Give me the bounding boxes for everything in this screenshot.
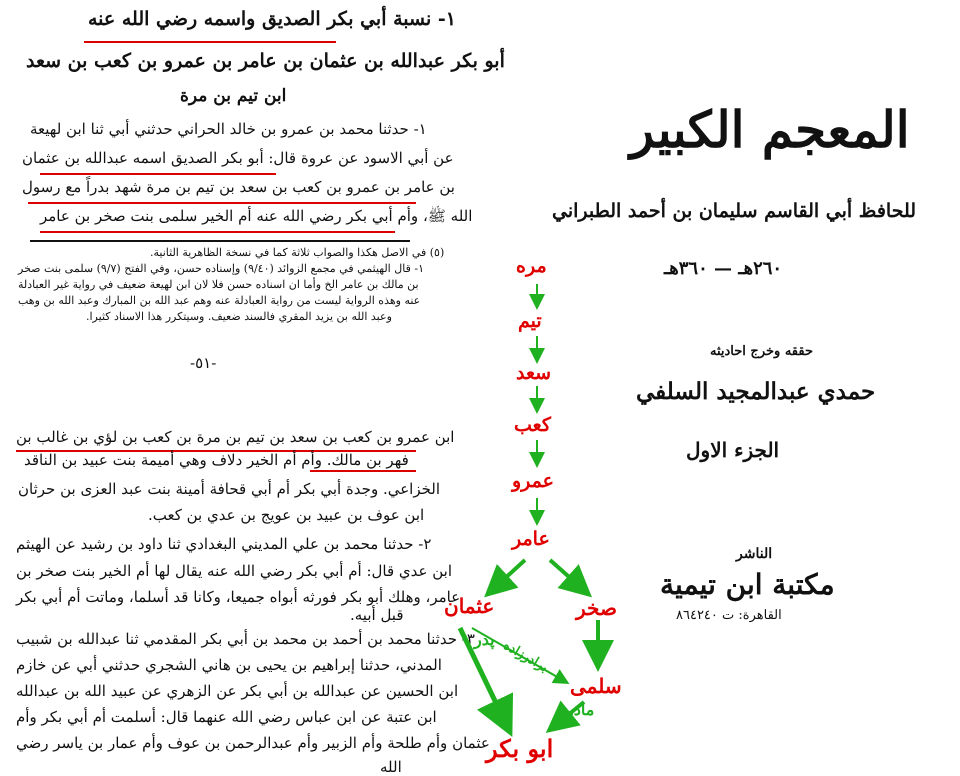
relation-mother: مادر <box>566 700 595 719</box>
section-heading: ١- نسبة أبي بكر الصديق واسمه رضي الله عنه <box>88 8 456 30</box>
publisher-address: القاهرة: ت ٨٦٤٢٤٠ <box>676 608 782 623</box>
lineage-line-2: ابن تيم بن مرة <box>180 86 287 106</box>
page2-line-5: ابن عدي قال: أم أبي بكر رضي الله عنه يقال لها أم الخير بنت صخر بن <box>16 562 453 580</box>
tree-node-taym: تيم <box>518 310 542 332</box>
page2-line-9: المدني، حدثنا إبراهيم بن يحيى بن هاني الشجري حدثني أبي عن خازم <box>16 656 442 674</box>
hadith-1-line-2: عن أبي الاسود عن عروة قال: أبو بكر الصديق اسمه عبدالله بن عثمان <box>22 149 454 167</box>
editor-label: حققه وخرج احاديثه <box>710 344 813 359</box>
page2-line-0: ابن عمرو بن كعب بن سعد بن تيم بن مرة بن كعب بن لؤي بن غالب بن <box>16 428 455 446</box>
page2-line-1: فهر بن مالك. وأم أم الخير دلاف وهي أميمة بنت عبيد بن الناقد <box>24 451 409 469</box>
hadith-1-line-4: الله ﷺ، وأم أبي بكر رضي الله عنه أم الخير سلمى بنت صخر بن عامر <box>40 207 473 225</box>
publisher-label: الناشر <box>736 546 773 562</box>
page2-line-7: قبل أبيه. <box>350 606 404 624</box>
tree-node-murrah: مره <box>516 255 547 277</box>
page2-line-11: ابن عتبة عن ابن عباس رضي الله عنهما قال: أسلمت أم أبي بكر وأم <box>16 708 437 726</box>
editor-name: حمدي عبدالمجيد السلفي <box>636 378 876 405</box>
footnote-2: بن مالك بن عامر الخ وأما ان اسناده حسن فلا لان ابن لهيعة ضعيف في رواية غير العبادلة <box>18 278 419 291</box>
lineage-line-1: أبو بكر عبدالله بن عثمان بن عامر بن عمرو بن كعب بن سعد <box>26 50 505 72</box>
tree-node-saad: سعد <box>516 362 552 384</box>
tree-node-abubakr: ابو بكر <box>486 734 554 763</box>
volume: الجزء الاول <box>686 438 780 462</box>
page2-line-3: ابن عوف بن عبيد بن عويج بن عدي بن كعب. <box>148 506 425 524</box>
page-number: -٥١- <box>190 354 217 372</box>
page2-line-12: عثمان وأم طلحة وأم الزبير وأم عبدالرحمن بن عوف وأم عمار بن ياسر رضي <box>16 734 490 752</box>
relation-father: پدر <box>474 630 495 649</box>
book-title: المعجم الكبير <box>630 100 910 159</box>
page2-line-2: الخزاعي. وجدة أبي بكر أم أبي قحافة أمينة بنت عبد العزى بن حرثان <box>18 480 441 498</box>
tree-node-salma: سلمى <box>570 674 622 698</box>
tree-node-sakhr: صخر <box>576 596 617 620</box>
page2-line-6: عامر، وهلك أبو بكر فورثه أبواه جميعا، وكانا قد أسلما، وماتت أم أبي بكر <box>16 588 461 606</box>
tree-node-amr: عمرو <box>512 470 554 492</box>
book-dates: ٢٦٠هـ — ٣٦٠هـ <box>664 258 783 279</box>
page2-line-4: ٢- حدثنا محمد بن علي المديني البغدادي ثنا داود بن رشيد عن الهيثم <box>16 535 432 553</box>
tree-node-kaab: كعب <box>514 414 551 436</box>
footnote-1: ١- قال الهيثمي في مجمع الزوائد (٩/٤٠) وإسناده حسن، وفي الفتح (٩/٧) سلمى بنت صخر <box>18 262 424 275</box>
page2-line-13: الله <box>380 758 402 776</box>
hadith-1-line-1: ١- حدثنا محمد بن عمرو بن خالد الحراني حدثني أبي ثنا ابن لهيعة <box>30 120 427 138</box>
page2-line-8: ٣- حدثنا محمد بن أحمد بن محمد بن أبي بكر المقدمي ثنا عبدالله بن شبيب <box>16 630 475 648</box>
relation-niece: برادرزاده <box>500 638 551 676</box>
page2-line-10: ابن الحسين عن عبدالله بن أبي بكر عن الزهري عن عبيد الله بن عبدالله <box>16 682 459 700</box>
book-author: للحافظ أبي القاسم سليمان بن أحمد الطبراني <box>552 200 917 222</box>
footnote-0: (٥) في الاصل هكذا والصواب ثلاثة كما في نسخة الظاهرية الثانية. <box>150 246 445 259</box>
hadith-1-line-3: بن عامر بن عمرو بن كعب بن سعد بن تيم بن مرة شهد بدراً مع رسول <box>22 178 455 196</box>
tree-node-uthman: عثمان <box>444 594 495 618</box>
footnote-3: عنه وهذه الرواية ليست من رواية العبادلة عنه وهم عبد الله بن المبارك وعبد الله بن وهب <box>18 294 421 307</box>
footnote-4: وعبد الله بن يزيد المقري فالسند ضعيف. وسيتكرر هذا الاسناد كثيرا. <box>86 310 392 323</box>
publisher-name: مكتبة ابن تيمية <box>660 568 835 601</box>
tree-node-amir: عامر <box>512 528 550 550</box>
